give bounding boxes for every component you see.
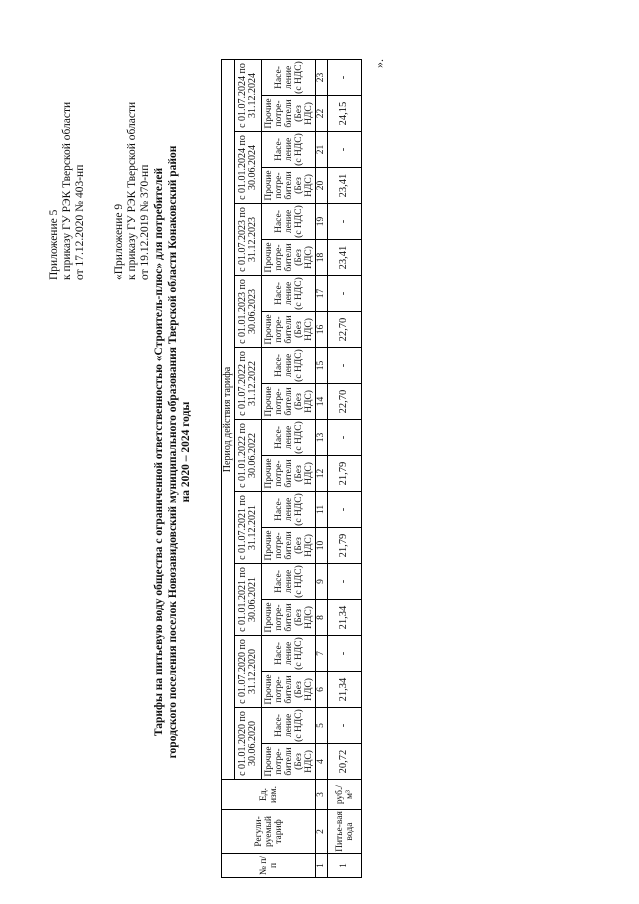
period-header-row	[222, 60, 235, 878]
tariff-value-cell: 20,72	[328, 744, 362, 780]
sub-population: Насе-ление (с НДС)	[262, 492, 316, 528]
column-number: 16	[316, 312, 328, 348]
column-number: 11	[316, 492, 328, 528]
tariff-value-cell: -	[328, 564, 362, 600]
period-3: с 01.01.2021 по 30.06.2021	[235, 564, 262, 636]
sub-population: Насе-ление (с НДС)	[262, 276, 316, 312]
column-number: 3	[316, 780, 328, 810]
column-number: 4	[316, 744, 328, 780]
appendix-5-line1: Приложение 5	[48, 209, 60, 280]
sub-population: Насе-ление (с НДС)	[262, 132, 316, 168]
tariff-value-cell: -	[328, 132, 362, 168]
appendix-9-line2: к приказу ГУ РЭК Тверской области	[126, 101, 138, 280]
period-1: с 01.01.2020 по 30.06.2020	[235, 708, 262, 780]
period-8: с 01.07.2023 по 31.12.2023	[235, 204, 262, 276]
periods-row	[235, 60, 262, 878]
tariff-value-cell: 21,34	[328, 600, 362, 636]
tariff-value-cell: 24,15	[328, 96, 362, 132]
column-number: 23	[316, 60, 328, 96]
sub-other-consumers: Прочие потре-бители (Без НДС)	[262, 96, 316, 132]
sub-other-consumers: Прочие потре-бители (Без НДС)	[262, 672, 316, 708]
tariff-value-cell: 23,41	[328, 240, 362, 276]
row-number: 1	[328, 854, 362, 878]
appendix-5-line3: от 17.12.2020 № 403-нп	[74, 164, 86, 280]
sub-population: Насе-ление (с НДС)	[262, 708, 316, 744]
column-number: 1	[316, 854, 328, 878]
column-number: 15	[316, 348, 328, 384]
period-of-validity-header: Период действия тарифа	[222, 60, 235, 780]
appendix-5-line2: к приказу ГУ РЭК Тверской области	[61, 101, 73, 280]
row-unit: руб./м³	[328, 780, 362, 810]
sub-population: Насе-ление (с НДС)	[262, 348, 316, 384]
tariff-value-cell: 21,34	[328, 672, 362, 708]
column-number: 17	[316, 276, 328, 312]
sub-other-consumers: Прочие потре-бители (Без НДС)	[262, 744, 316, 780]
column-number: 12	[316, 456, 328, 492]
sub-population: Насе-ление (с НДС)	[262, 564, 316, 600]
tariff-value-cell: 21,79	[328, 456, 362, 492]
column-number: 21	[316, 132, 328, 168]
tariff-value-cell: -	[328, 708, 362, 744]
sub-other-consumers: Прочие потре-бители (Без НДС)	[262, 168, 316, 204]
period-2: с 01.07.2020 по 31.12.2020	[235, 636, 262, 708]
column-number: 14	[316, 384, 328, 420]
column-number: 6	[316, 672, 328, 708]
period-5: с 01.01.2022 по 30.06.2022	[235, 420, 262, 492]
sub-population: Насе-ление (с НДС)	[262, 420, 316, 456]
tariff-value-cell: -	[328, 636, 362, 672]
period-9: с 01.01.2024 по 30.06.2024	[235, 132, 262, 204]
column-number: 20	[316, 168, 328, 204]
period-10: с 01.07.2024 по 31.12.2024	[235, 60, 262, 132]
sub-other-consumers: Прочие потре-бители (Без НДС)	[262, 528, 316, 564]
column-number: 18	[316, 240, 328, 276]
consumer-subheader-row	[262, 60, 316, 878]
tariff-value-cell: 22,70	[328, 384, 362, 420]
sub-population: Насе-ление (с НДС)	[262, 204, 316, 240]
tariff-value-cell: 22,70	[328, 312, 362, 348]
tariff-value-cell: -	[328, 348, 362, 384]
closing-quote-mark: ».	[372, 59, 386, 68]
tariff-table	[221, 59, 362, 878]
sub-population: Насе-ление (с НДС)	[262, 60, 316, 96]
column-number: 19	[316, 204, 328, 240]
col-header-tariff: Регули-руемый тариф	[222, 810, 316, 854]
column-number: 7	[316, 636, 328, 672]
column-number: 22	[316, 96, 328, 132]
col-header-unit: Ед. изм.	[222, 780, 316, 810]
tariff-value-cell: 21,79	[328, 528, 362, 564]
tariff-value-cell: -	[328, 204, 362, 240]
column-number: 8	[316, 600, 328, 636]
tariff-value-cell: -	[328, 60, 362, 96]
column-number: 2	[316, 810, 328, 854]
sub-other-consumers: Прочие потре-бители (Без НДС)	[262, 384, 316, 420]
row-tariff-name: Питье-вая вода	[328, 810, 362, 854]
column-number: 13	[316, 420, 328, 456]
document-title	[153, 0, 194, 904]
title-line2: городского поселения поселок Новозавидовский муниципального образования Тверской области Конаковский район	[166, 145, 179, 759]
sub-other-consumers: Прочие потре-бители (Без НДС)	[262, 600, 316, 636]
appendix-9-reference	[113, 102, 152, 280]
tariff-value-cell: 23,41	[328, 168, 362, 204]
appendix-9-line3: от 19.12.2019 № 370-нп	[139, 164, 151, 280]
title-line1: Тарифы на питьевую воду общества с ограниченной ответственностью «Строитель-плюс» для потребителей	[153, 167, 165, 737]
period-4: с 01.07.2021 по 31.12.2021	[235, 492, 262, 564]
tariff-value-cell: -	[328, 420, 362, 456]
tariff-value-cell: -	[328, 492, 362, 528]
period-7: с 01.01.2023 по 30.06.2023	[235, 276, 262, 348]
column-number: 5	[316, 708, 328, 744]
appendix-9-line1: «Приложение 9	[113, 203, 125, 280]
column-numbers-row	[316, 60, 328, 878]
tariff-value-cell: -	[328, 276, 362, 312]
column-number: 9	[316, 564, 328, 600]
col-header-number: № п/п	[222, 854, 316, 878]
sub-other-consumers: Прочие потре-бители (Без НДС)	[262, 240, 316, 276]
period-6: с 01.07.2022 по 31.12.2022	[235, 348, 262, 420]
sub-other-consumers: Прочие потре-бители (Без НДС)	[262, 456, 316, 492]
appendix-5-reference	[48, 102, 87, 280]
table-row	[328, 60, 362, 878]
sub-other-consumers: Прочие потре-бители (Без НДС)	[262, 312, 316, 348]
sub-population: Насе-ление (с НДС)	[262, 636, 316, 672]
title-line3: на 2020 – 2024 годы	[180, 401, 192, 503]
column-number: 10	[316, 528, 328, 564]
